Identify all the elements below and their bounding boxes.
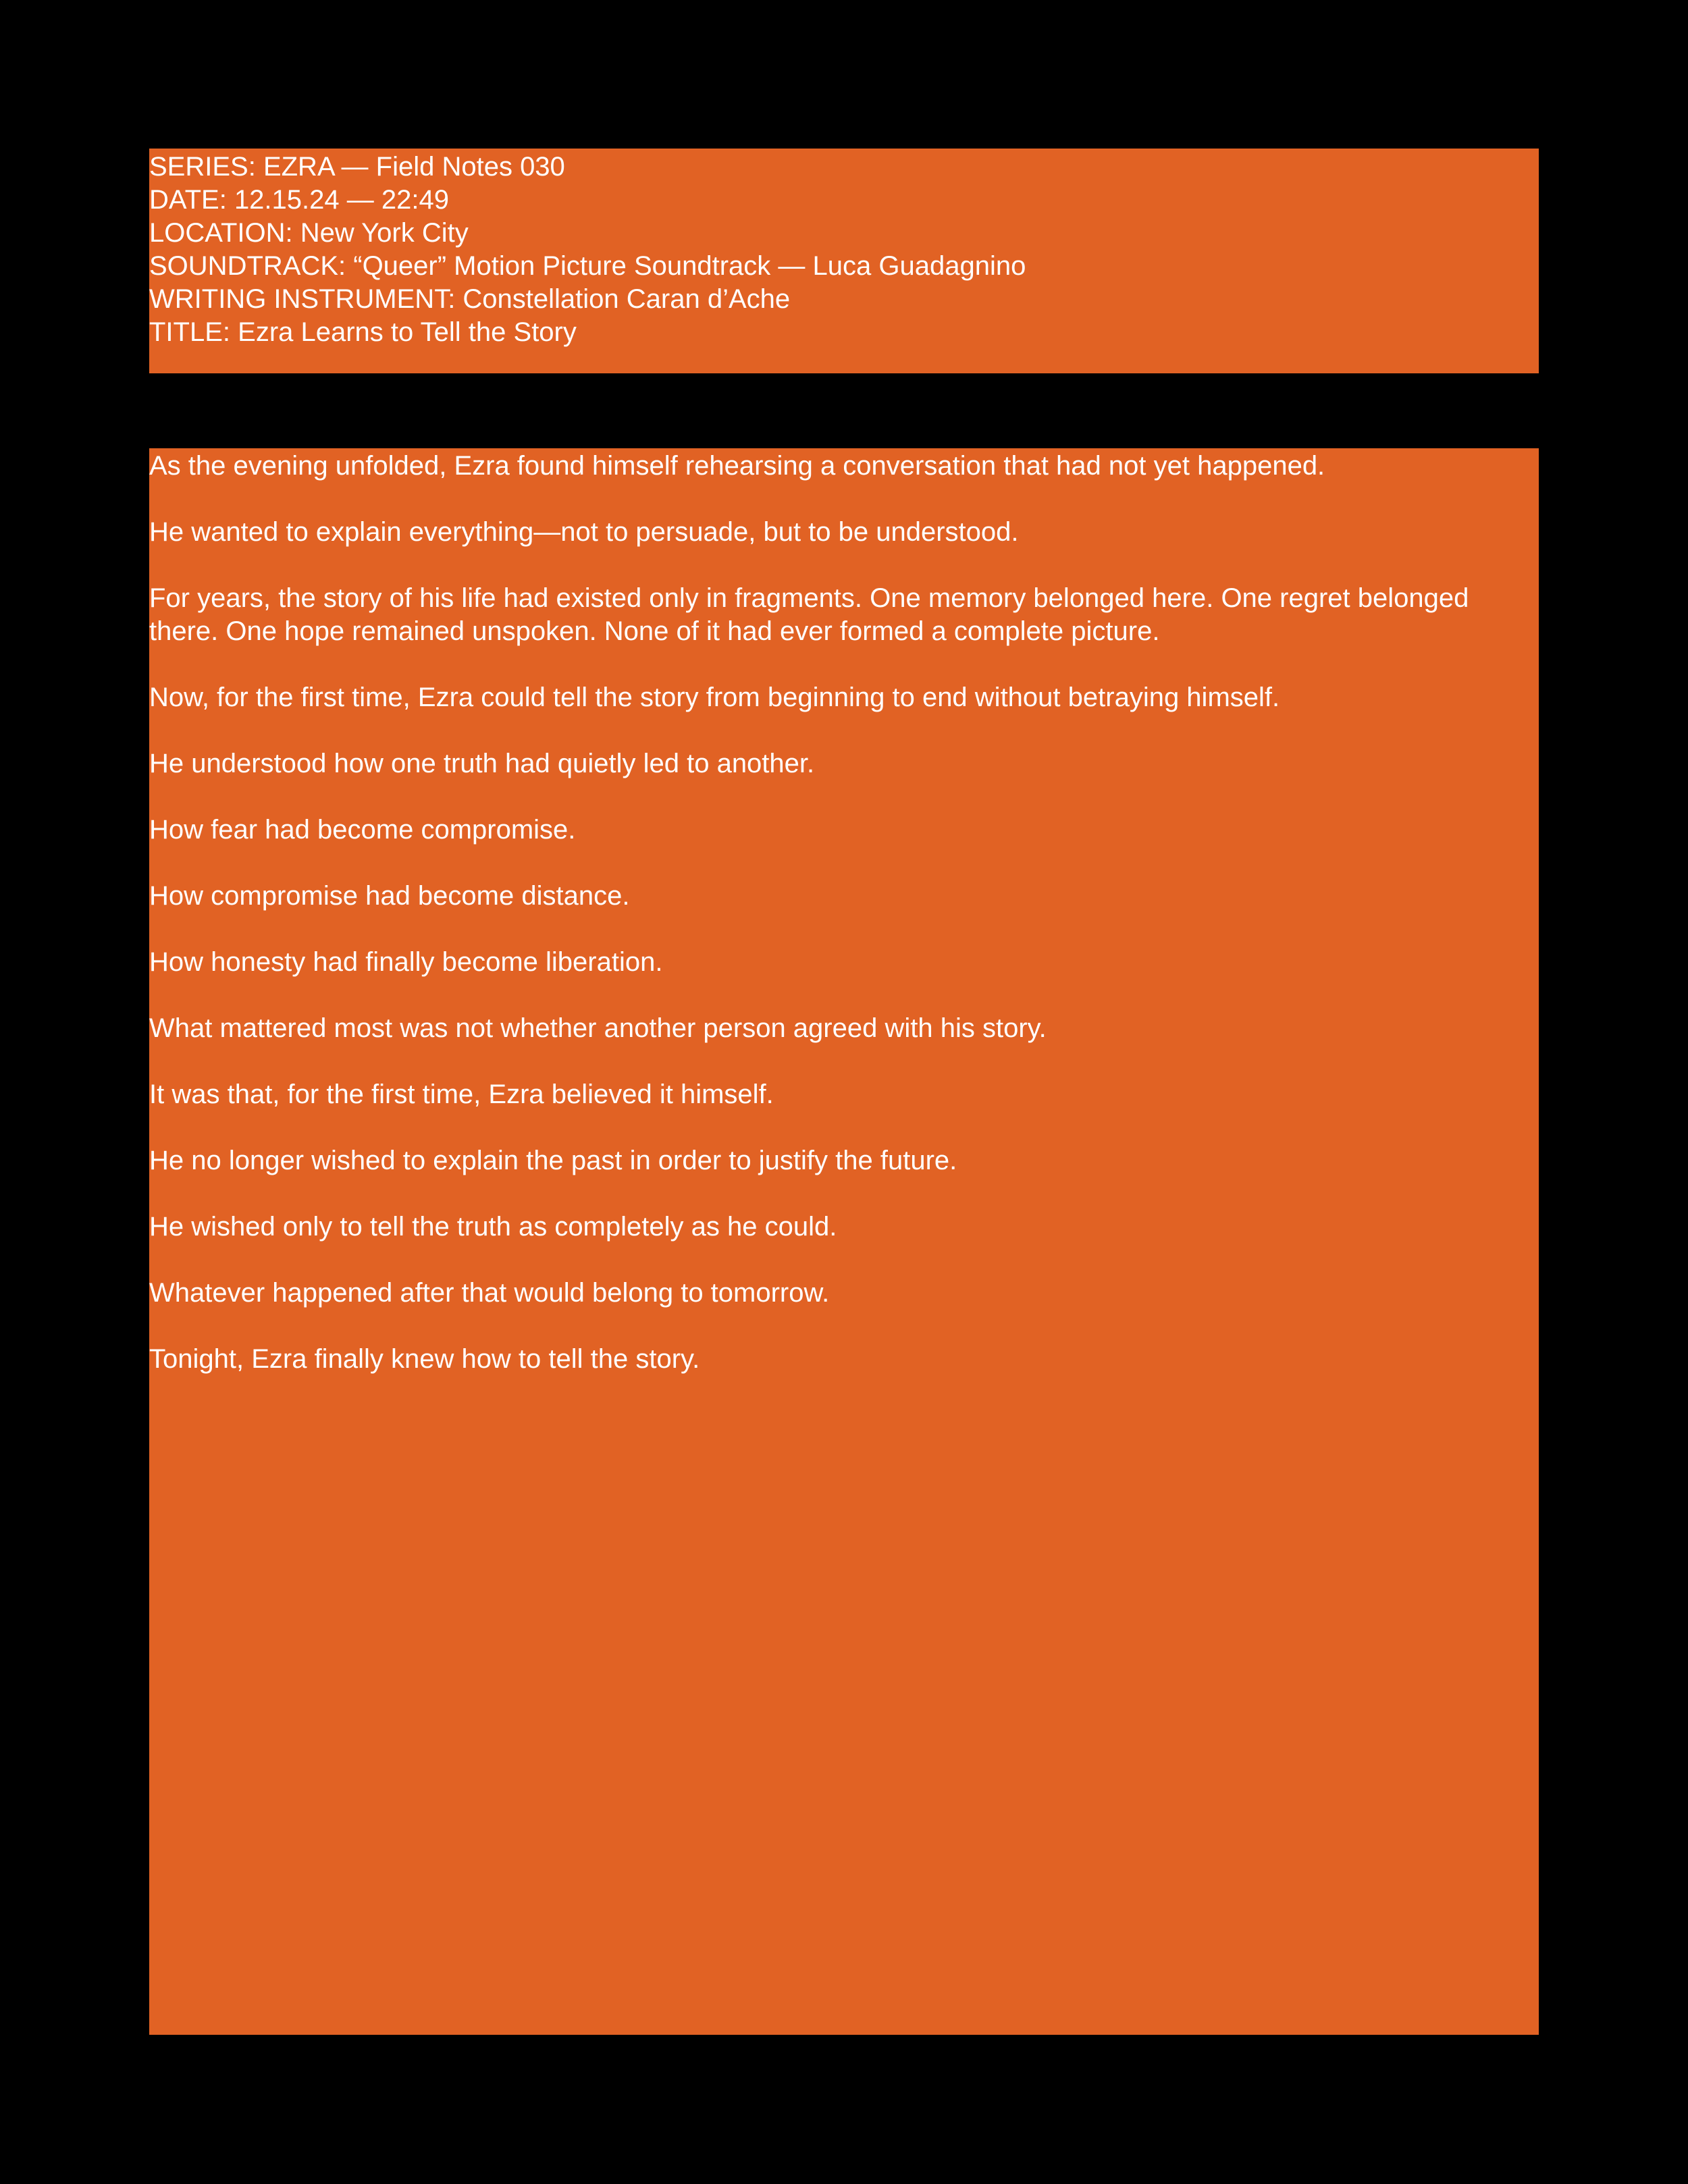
paragraph: He understood how one truth had quietly led to another. — [149, 749, 815, 778]
writing-instrument-line: WRITING INSTRUMENT: Constellation Caran d’Ache — [149, 284, 791, 314]
paragraph: Tonight, Ezra finally knew how to tell the story. — [149, 1344, 700, 1374]
paragraph: Whatever happened after that would belong to tomorrow. — [149, 1278, 830, 1308]
soundtrack-line: SOUNDTRACK: “Queer” Motion Picture Soundtrack — Luca Guadagnino — [149, 251, 1026, 281]
paragraph: How fear had become compromise. — [149, 815, 576, 845]
paragraph: How compromise had become distance. — [149, 881, 630, 911]
paragraph: He wanted to explain everything—not to persuade, but to be understood. — [149, 517, 1019, 547]
paragraph: As the evening unfolded, Ezra found himself rehearsing a conversation that had not yet happened. — [149, 451, 1325, 481]
story-body — [149, 448, 1539, 2035]
metadata-header — [149, 149, 1539, 373]
paragraph: How honesty had finally become liberation. — [149, 947, 663, 977]
story-text — [149, 448, 1539, 1376]
paragraph: For years, the story of his life had existed only in fragments. One memory belonged here. One regret belonged there. One hope remained unspoken. None of it had ever formed a complete picture. — [149, 583, 1469, 646]
paragraph: He wished only to tell the truth as completely as he could. — [149, 1212, 837, 1242]
paragraph: What mattered most was not whether another person agreed with his story. — [149, 1013, 1047, 1043]
date-line: DATE: 12.15.24 — 22:49 — [149, 185, 449, 215]
metadata-list — [149, 149, 1539, 349]
paragraph: Now, for the first time, Ezra could tell the story from beginning to end without betraying himself. — [149, 683, 1280, 712]
title-line: TITLE: Ezra Learns to Tell the Story — [149, 317, 577, 347]
paragraph: It was that, for the first time, Ezra believed it himself. — [149, 1080, 774, 1109]
series-line: SERIES: EZRA — Field Notes 030 — [149, 152, 565, 182]
paragraph: He no longer wished to explain the past in order to justify the future. — [149, 1146, 957, 1175]
location-line: LOCATION: New York City — [149, 218, 469, 248]
